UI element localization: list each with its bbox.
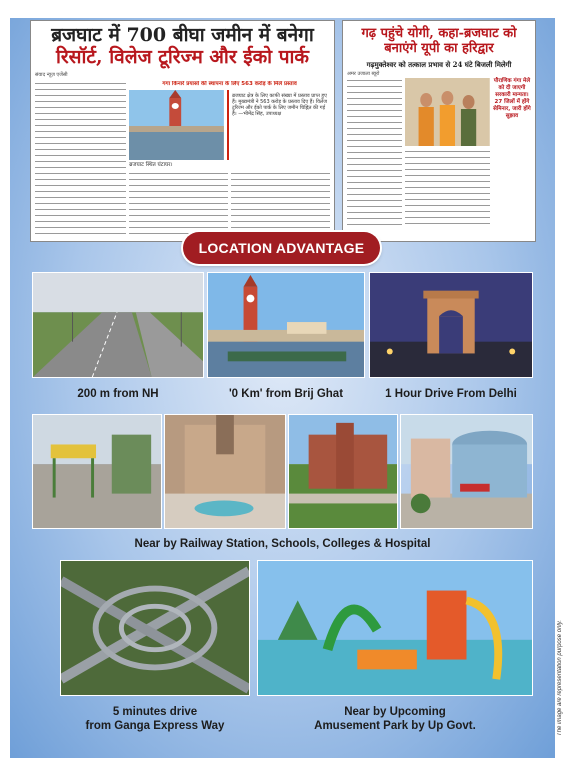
school-photo	[164, 414, 286, 529]
news-left-photo-block	[129, 81, 330, 237]
label-expressway-line-2: from Ganga Express Way	[85, 720, 225, 732]
photo-caption: ब्रजघाट स्थित घंटाघर।	[129, 161, 173, 168]
india-gate-photo	[369, 272, 533, 378]
news-left-quote: ब्रजघाट क्षेत्र के लिए काफी संख्या में प्रस्ताव प्राप्त हुए हैं। मुख्यमंत्री ने 563 करोड़ के प्रस्ताव दिए हैं। विलेज टूरिज्म और ईको पार्क के लिए जमीन चिह्नित की गई है। —भीमेंद्र सिंह, उपाध्यक्ष	[227, 90, 330, 160]
news-left-column-1	[35, 81, 126, 237]
headline-line-1: ब्रजघाट में 700 बीघा जमीन में बनेगा	[51, 24, 314, 46]
news-right-headline: गढ़ पहुंचे योगी, कहा-ब्रजघाट को बनाएंगे यूपी का हरिद्वार	[361, 26, 517, 56]
news-right-text-column	[347, 78, 402, 228]
amusement-park-photo	[257, 560, 533, 696]
disclaimer-text: The image are representation purpose only.	[557, 620, 563, 736]
label-delhi: 1 Hour Drive From Delhi	[385, 388, 517, 400]
news-left-byline: संवाद न्यूज़ एजेंसी	[35, 71, 68, 78]
label-nh: 200 m from NH	[77, 388, 159, 400]
yogi-event-photo	[405, 78, 490, 146]
brij-ghat-photo	[207, 272, 365, 378]
label-amenities: Near by Railway Station, Schools, Colleges & Hospital	[134, 538, 431, 550]
label-brij-ghat: '0 Km' from Brij Ghat	[228, 388, 344, 400]
railway-station-photo	[32, 414, 162, 529]
label-expressway-line-1: 5 minutes drive	[112, 706, 198, 718]
news-right-subhead: गढ़मुक्तेश्वर को तत्काल प्रभाव से 24 घंटे बिजली मिलेगी	[366, 59, 512, 69]
label-park-line-2: Amusement Park by Up Govt.	[314, 720, 476, 732]
college-photo	[288, 414, 398, 529]
news-right-side-note: पौराणिक गंगा मेले को दी जाएगी सरकारी मान्यता। 27 जिलों में होंगे सेमिनार, जारी होंगे सुझाव	[493, 77, 531, 119]
headline-line-2: रिसॉर्ट, विलेज टूरिज्म और ईको पार्क	[55, 45, 310, 68]
news-left-headline	[31, 21, 334, 71]
news-clipping-left	[30, 20, 335, 242]
label-amusement-park	[257, 705, 533, 733]
highway-photo	[32, 272, 204, 378]
ghat-clocktower-photo	[129, 90, 224, 160]
news-right-byline: अमर उजाला ब्यूरो	[347, 70, 380, 77]
photo-title: गंगा किनारे प्रयासों की स्थापना के लिए 563 करोड़ के मिले प्रस्ताव	[162, 80, 297, 87]
expressway-aerial-photo	[60, 560, 250, 696]
label-expressway	[60, 705, 250, 733]
hospital-photo	[400, 414, 533, 529]
label-park-line-1: Near by Upcoming	[344, 706, 446, 718]
location-advantage-badge: LOCATION ADVANTAGE	[183, 232, 380, 264]
news-clipping-right	[342, 20, 536, 242]
